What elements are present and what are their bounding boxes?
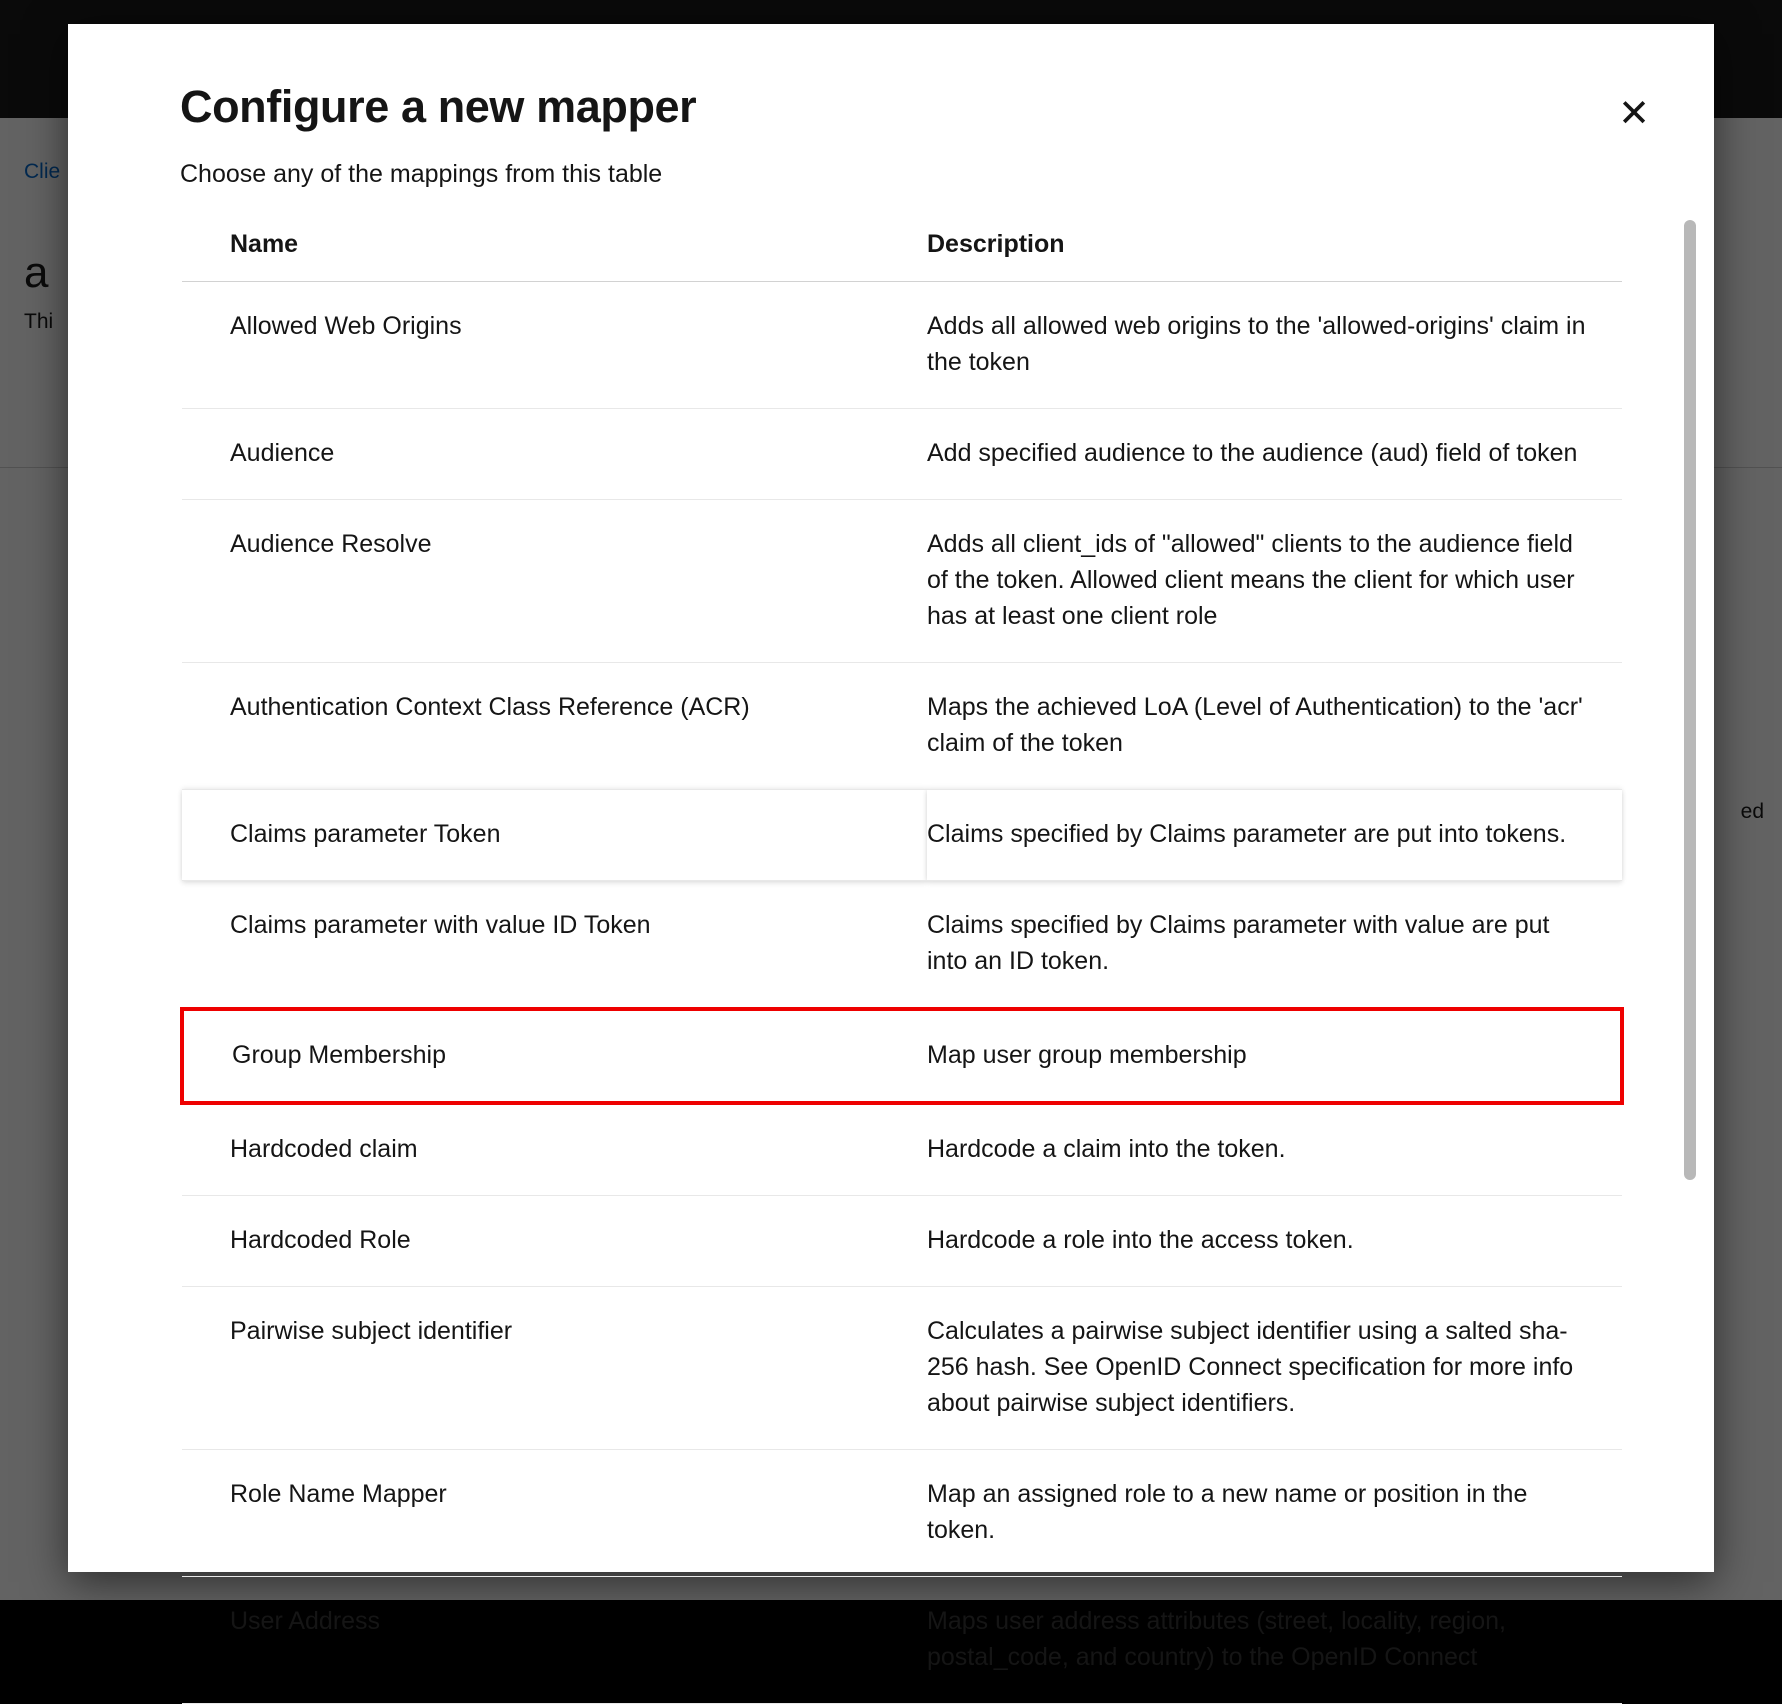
mapper-name-cell[interactable]: Pairwise subject identifier bbox=[182, 1287, 927, 1450]
mapper-description-cell: Hardcode a role into the access token. bbox=[927, 1196, 1622, 1287]
table-head bbox=[182, 220, 1622, 282]
table-scrollbar[interactable] bbox=[1684, 220, 1696, 1550]
table-row[interactable] bbox=[182, 663, 1622, 790]
mapper-name-cell[interactable]: Hardcoded Role bbox=[182, 1196, 927, 1287]
scrollbar-thumb[interactable] bbox=[1684, 220, 1696, 1180]
table-row[interactable] bbox=[182, 282, 1622, 409]
mapper-table-container[interactable] bbox=[180, 220, 1660, 1671]
table-body bbox=[182, 282, 1622, 1704]
configure-mapper-modal bbox=[68, 24, 1714, 1671]
mapper-table bbox=[180, 220, 1624, 1704]
mapper-description-cell: Maps user address attributes (street, locality, region, postal_code, and country) to the OpenID Connect bbox=[927, 1577, 1622, 1704]
table-row[interactable] bbox=[182, 1577, 1622, 1704]
mapper-description-cell: Adds all client_ids of "allowed" clients to the audience field of the token. Allowed client means the client for which user has at least one client role bbox=[927, 500, 1622, 663]
mapper-description-cell: Adds all allowed web origins to the 'allowed-origins' claim in the token bbox=[927, 282, 1622, 409]
mapper-description-cell: Calculates a pairwise subject identifier using a salted sha-256 hash. See OpenID Connect specification for more info about pairwise subject identifiers. bbox=[927, 1287, 1622, 1450]
table-row[interactable] bbox=[182, 1009, 1622, 1103]
table-row[interactable] bbox=[182, 881, 1622, 1010]
mapper-name-cell[interactable]: Hardcoded claim bbox=[182, 1103, 927, 1196]
mapper-description-cell: Add specified audience to the audience (aud) field of token bbox=[927, 409, 1622, 500]
table-header-row bbox=[182, 220, 1622, 282]
close-icon[interactable]: ✕ bbox=[1606, 86, 1662, 142]
table-row[interactable] bbox=[182, 790, 1622, 881]
mapper-name-cell[interactable]: Claims parameter with value ID Token bbox=[182, 881, 927, 1010]
mapper-name-cell[interactable]: Group Membership bbox=[182, 1009, 927, 1103]
mapper-description-cell: Claims specified by Claims parameter with value are put into an ID token. bbox=[927, 881, 1622, 1010]
column-header-name: Name bbox=[182, 220, 927, 282]
table-row[interactable] bbox=[182, 1196, 1622, 1287]
mapper-name-cell[interactable]: Audience bbox=[182, 409, 927, 500]
mapper-name-cell[interactable]: Allowed Web Origins bbox=[182, 282, 927, 409]
modal-subtitle: Choose any of the mappings from this table bbox=[180, 159, 663, 188]
table-row[interactable] bbox=[182, 1450, 1622, 1577]
mapper-name-cell[interactable]: Audience Resolve bbox=[182, 500, 927, 663]
modal-header bbox=[68, 24, 1714, 189]
table-row[interactable] bbox=[182, 1103, 1622, 1196]
column-header-description: Description bbox=[927, 220, 1622, 282]
table-row[interactable] bbox=[182, 500, 1622, 663]
table-row[interactable] bbox=[182, 409, 1622, 500]
modal-title: Configure a new mapper bbox=[180, 81, 697, 132]
mapper-description-cell: Map an assigned role to a new name or position in the token. bbox=[927, 1450, 1622, 1577]
mapper-name-cell[interactable]: Authentication Context Class Reference (ACR) bbox=[182, 663, 927, 790]
mapper-name-cell[interactable]: Role Name Mapper bbox=[182, 1450, 927, 1577]
mapper-name-cell[interactable]: Claims parameter Token bbox=[182, 790, 927, 881]
mapper-name-cell[interactable]: User Address bbox=[182, 1577, 927, 1704]
mapper-description-cell: Claims specified by Claims parameter are put into tokens. bbox=[927, 790, 1622, 881]
table-row[interactable] bbox=[182, 1287, 1622, 1450]
mapper-description-cell: Maps the achieved LoA (Level of Authentication) to the 'acr' claim of the token bbox=[927, 663, 1622, 790]
mapper-description-cell: Hardcode a claim into the token. bbox=[927, 1103, 1622, 1196]
mapper-description-cell: Map user group membership bbox=[927, 1009, 1622, 1103]
